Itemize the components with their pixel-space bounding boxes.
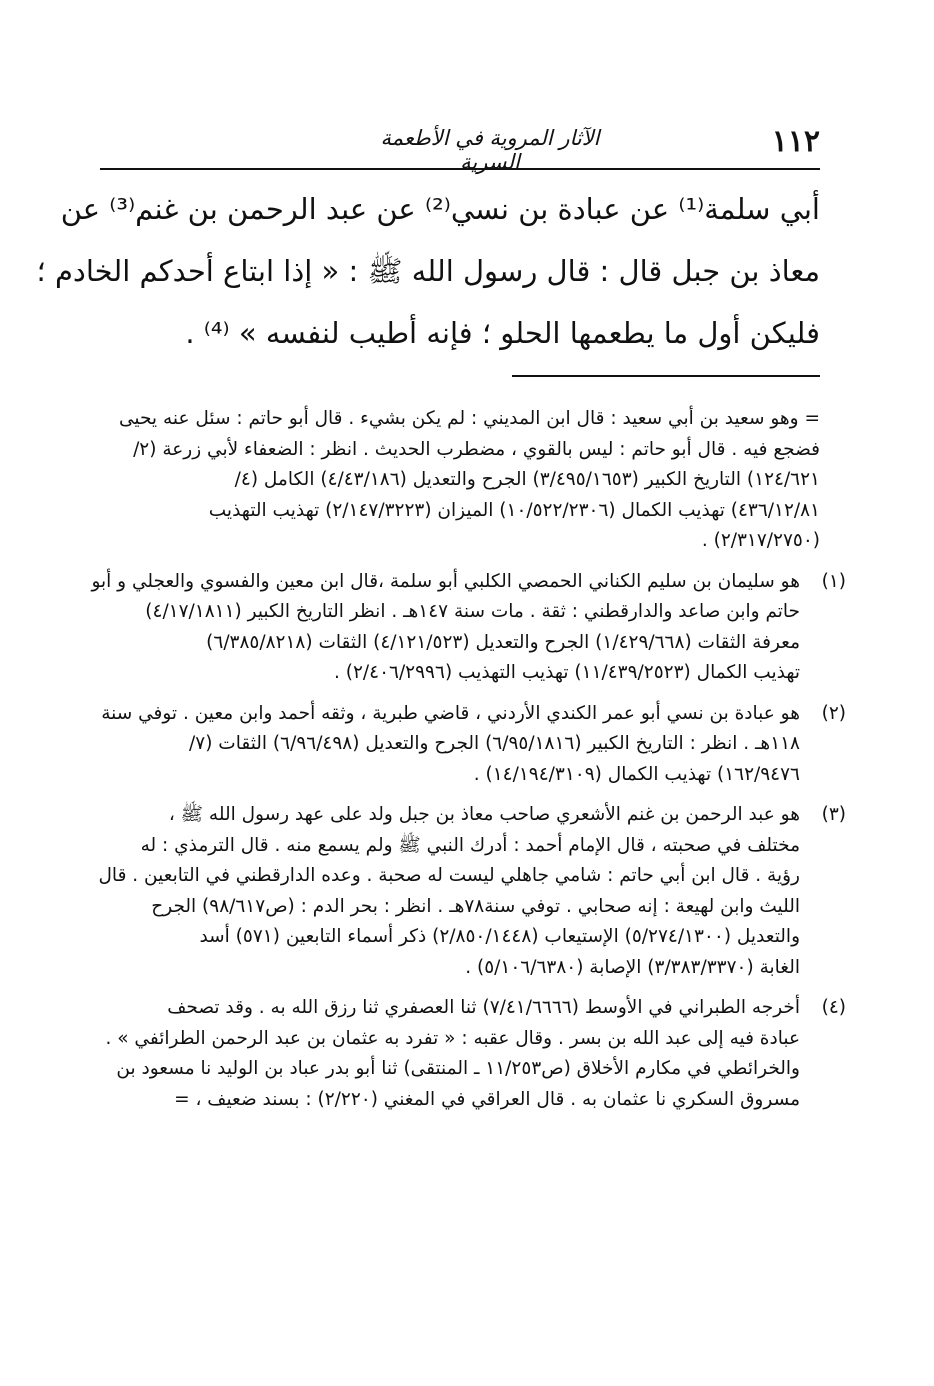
header-divider [100,168,820,170]
page-number: ١١٢ [771,124,820,159]
footnote-3 [100,800,846,983]
page-header [100,118,820,174]
footnote-line: عبادة فيه إلى عبد الله بن بسر . وقال عقبه : « تفرد به عثمان بن عبد الرحمن الطرائفي » . [105,1027,800,1049]
footnote-4 [100,993,846,1115]
footnote-number: (٢) [821,702,846,724]
footnote-number: (٤) [821,997,846,1018]
footnote-line: = وهو سعيد بن أبي سعيد : قال ابن المديني : لم يكن بشيء . قال أبو حاتم : سئل عنه يحيى [118,408,820,429]
footnote-line: مختلف في صحبته ، قال الإمام أحمد : أدرك النبي ﷺ ولم يسمع منه . قال الترمذي : له [140,834,800,856]
footnote-continued [100,404,846,557]
footnote-line: فضجع فيه . قال أبو حاتم : ليس بالقوي ، مضطرب الحديث . انظر : الضعفاء لأبي زرعة (٢/ [133,438,820,460]
footnote-line: ١٦٢/٩٤٧٦) تهذيب الكمال (١٤/١٩٤/٣١٠٩) . [473,763,800,785]
footnote-line: والتعديل (٥/٢٧٤/١٣٠٠) الإستيعاب (٢/٨٥٠/١٤٤٨) ذكر أسماء التابعين (٥٧١) أسد [199,926,800,947]
running-title: الآثار المروية في الأطعمة السرية [380,126,600,174]
main-text-line: معاذ بن جبل قال : قال رسول الله ﷺ : « إذا ابتاع أحدكم الخادم ؛ [36,254,820,288]
footnote-line: رؤية . قال ابن أبي حاتم : شامي جاهلي ليست له صحبة . وعده الدارقطني في التابعين . قال [98,865,800,886]
footnote-line: تهذيب الكمال (١١/٤٣٩/٢٥٢٣) تهذيب التهذيب (٢/٤٠٦/٢٩٩٦) . [333,662,800,683]
footnote-line: والخرائطي في مكارم الأخلاق (ص١١/٢٥٣ ـ المنتقى) ثنا أبو بدر عباد بن الوليد نا مسعود بن [116,1058,800,1079]
footnote-line: هو سليمان بن سليم الكناني الحمصي الكلبي أبو سلمة ،قال ابن معين والفسوي والعجلي و أبو [91,570,800,592]
footnote-line: الليث وابن لهيعة : إنه صحابي . توفي سنة٧٨هـ . انظر : بحر الدم : (ص٩٨/٦١٧) الجرح [151,895,800,917]
footnote-line: هو عبد الرحمن بن غنم الأشعري صاحب معاذ بن جبل ولد على عهد رسول الله ﷺ ، [168,804,800,825]
footnote-line: ١٢٤/٦٢١) التاريخ الكبير (٣/٤٩٥/١٦٥٣) الجرح والتعديل (٤/٤٣/١٨٦) الكامل (٤/ [234,469,820,490]
main-text [36,178,820,364]
footnote-line: (٢/٣١٧/٢٧٥٠) . [701,530,820,551]
footnote-number: (١) [821,570,846,592]
footnote-line: ١١٨هـ . انظر : التاريخ الكبير (٦/٩٥/١٨١٦) الجرح والتعديل (٦/٩٦/٤٩٨) الثقات (٧/ [189,733,800,754]
footnote-line: معرفة الثقات (١/٤٢٩/٦٦٨) الجرح والتعديل (٤/١٢١/٥٢٣) الثقات (٦/٣٨٥/٨٢١٨) [206,631,800,653]
footnote-line: أخرجه الطبراني في الأوسط (٧/٤١/٦٦٦٦) ثنا العصفري ثنا رزق الله به . وقد تصحف [167,997,800,1018]
footnote-2 [100,699,846,791]
main-text-line: أبي سلمة⁽¹⁾ عن عبادة بن نسي⁽²⁾ عن عبد الرحمن بن غنم⁽³⁾ عن [60,192,820,226]
footnote-separator [512,375,820,377]
footnote-line: حاتم وابن صاعد والدارقطني : ثقة . مات سنة ١٤٧هـ . انظر التاريخ الكبير (٤/١٧/١٨١١) [145,601,800,622]
main-text-line: فليكن أول ما يطعمها الحلو ؛ فإنه أطيب لنفسه » ⁽⁴⁾ . [185,316,820,350]
footnote-1 [91,567,846,689]
footnote-line: هو عبادة بن نسي أبو عمر الكندي الأردني ، قاضي طبرية ، وثقه أحمد وابن معين . توفي سنة [101,702,800,724]
footnotes [91,404,846,1125]
footnote-number: (٣) [821,804,846,825]
footnote-line: الغابة (٣/٣٨٣/٣٣٧٠) الإصابة (٥/١٠٦/٦٣٨٠) . [465,956,800,978]
footnote-line: ٤٣٦/١٢/٨١) تهذيب الكمال (١٠/٥٢٢/٢٣٠٦) الميزان (٢/١٤٧/٣٢٢٣) تهذيب التهذيب [208,499,820,521]
footnote-line: مسروق السكري نا عثمان به . قال العراقي في المغني (٢/٢٢٠) : بسند ضعيف ، = [174,1088,800,1110]
